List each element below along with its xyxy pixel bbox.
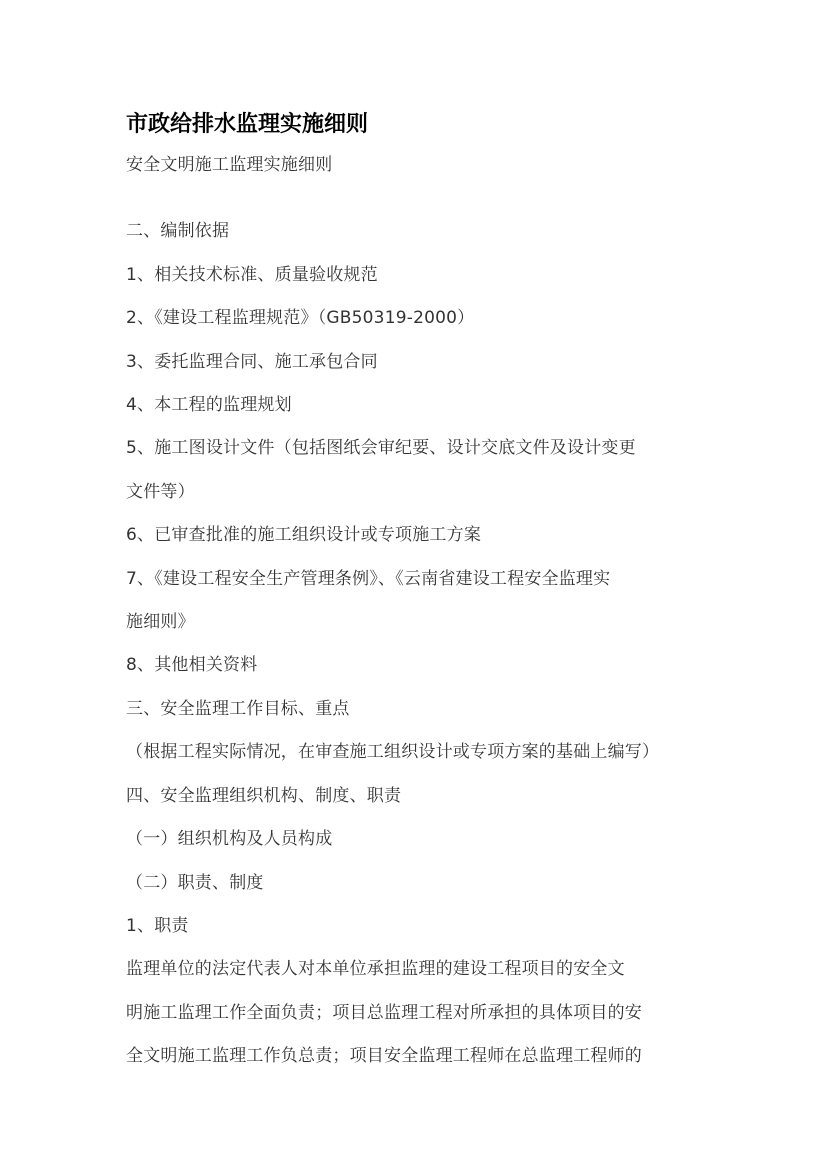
list-item: 6、已审查批准的施工组织设计或专项施工方案 <box>126 525 482 546</box>
list-item: 7、《建设工程安全生产管理条例》、《云南省建设工程安全监理实 <box>126 568 611 589</box>
section-heading: 四、安全监理组织机构、制度、职责 <box>126 785 402 806</box>
document-body <box>126 104 726 1079</box>
body-text-line: 明施工监理工作全面负责；项目总监理工程对所承担的具体项目的安 <box>126 1002 642 1023</box>
subsection-heading: （一）组织机构及人员构成 <box>126 829 333 850</box>
section-heading: 二、编制依据 <box>126 221 230 242</box>
subsection-heading: （二）职责、制度 <box>126 872 264 893</box>
list-item: 2、《建设工程监理规范》（GB50319-2000） <box>126 308 475 329</box>
document-title: 市政给排水监理实施细则 <box>126 111 369 137</box>
list-item: 3、委托监理合同、施工承包合同 <box>126 351 378 372</box>
list-item-continuation: 文件等） <box>126 481 195 502</box>
list-item: 4、本工程的监理规划 <box>126 395 292 416</box>
paragraph-gap <box>126 187 726 210</box>
list-item: 1、相关技术标准、质量验收规范 <box>126 264 378 285</box>
list-item-continuation: 施细则》 <box>126 612 195 633</box>
section-heading: 三、安全监理工作目标、重点 <box>126 698 350 719</box>
list-item: 8、其他相关资料 <box>126 655 258 676</box>
list-item: 5、施工图设计文件（包括图纸会审纪要、设计交底文件及设计变更 <box>126 438 636 459</box>
list-item: 1、职责 <box>126 915 189 936</box>
body-text-line: 全文明施工监理工作负总责；项目安全监理工程师在总监理工程师的 <box>126 1046 642 1067</box>
section-note: （根据工程实际情况，在审查施工组织设计或专项方案的基础上编写） <box>126 742 660 763</box>
body-text-line: 监理单位的法定代表人对本单位承担监理的建设工程项目的安全文 <box>126 959 625 980</box>
document-subtitle: 安全文明施工监理实施细则 <box>126 155 333 175</box>
